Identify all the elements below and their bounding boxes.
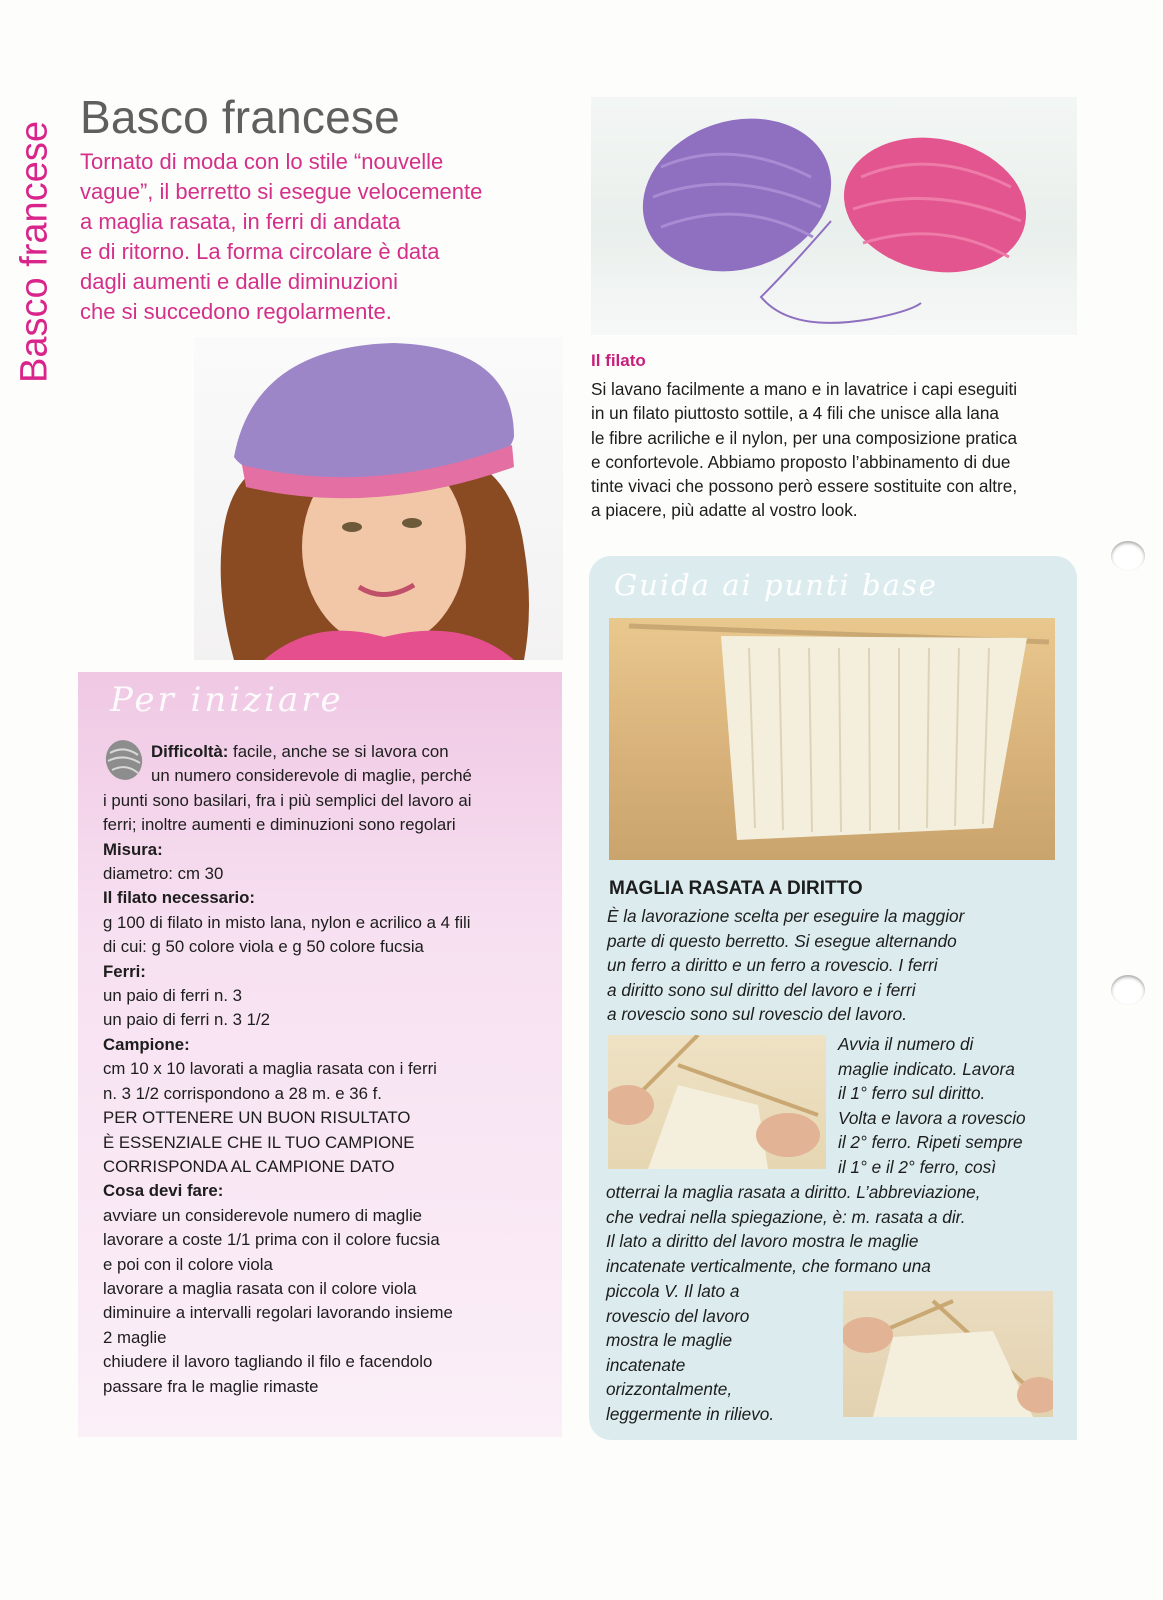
piccola-line: rovescio del lavoro bbox=[606, 1305, 750, 1326]
difficolta-label: Difficoltà: bbox=[151, 742, 229, 761]
otterrai-line: otterrai la maglia rasata a diritto. L’abbreviazione, bbox=[606, 1182, 981, 1202]
model-beret-photo bbox=[194, 337, 563, 660]
cosa-line: avviare un considerevole numero di maglie bbox=[103, 1205, 423, 1225]
maglia-line: È la lavorazione scelta per eseguire la maggior bbox=[607, 906, 965, 926]
ferri-line: un paio di ferri n. 3 1/2 bbox=[103, 1010, 270, 1030]
misura-value: diametro: cm 30 bbox=[103, 864, 224, 884]
cosa-line: lavorare a coste 1/1 prima con il colore fucsia bbox=[103, 1230, 440, 1250]
per-iniziare-text bbox=[103, 740, 573, 1399]
avvia-line: maglie indicato. Lavora bbox=[838, 1058, 1015, 1079]
page-title: Basco francese bbox=[80, 91, 400, 143]
filato-line: tinte vivaci che possono però essere sostituite con altre, bbox=[591, 476, 1018, 497]
otterrai-line: che vedrai nella spiegazione, è: m. rasata a dir. bbox=[606, 1206, 966, 1227]
guida-title: Guida ai punti base bbox=[614, 568, 938, 602]
filato-necessario-line: di cui: g 50 colore viola e g 50 colore fucsia bbox=[103, 937, 424, 957]
filato-line: in un filato piuttosto sottile, a 4 fili che unisce alla lana bbox=[591, 403, 999, 424]
difficolta-line bbox=[103, 740, 573, 764]
knitting-hands-photo-2 bbox=[843, 1291, 1053, 1417]
yarn-balls-photo bbox=[591, 97, 1077, 335]
intro-paragraph bbox=[80, 147, 575, 327]
avvia-line: il 1° ferro sul diritto. bbox=[838, 1083, 986, 1104]
maglia-line: parte di questo berretto. Si esegue alternando bbox=[607, 930, 957, 951]
piccola-line: leggermente in rilievo. bbox=[606, 1403, 775, 1424]
difficolta-line: i punti sono basilari, fra i più semplici del lavoro ai bbox=[103, 790, 472, 810]
campione-line: cm 10 x 10 lavorati a maglia rasata con i ferri bbox=[103, 1059, 437, 1079]
avvia-line: il 1° e il 2° ferro, così bbox=[838, 1156, 996, 1177]
cosa-line: diminuire a intervalli regolari lavorando insieme bbox=[103, 1303, 453, 1323]
cosa-line: lavorare a maglia rasata con il colore viola bbox=[103, 1278, 417, 1298]
cosa-line: 2 maglie bbox=[103, 1327, 167, 1347]
campione-line: n. 3 1/2 corrispondono a 28 m. e 36 f. bbox=[103, 1083, 382, 1103]
filato-line: le fibre acriliche e il nylon, per una composizione pratica bbox=[591, 427, 1018, 448]
maglia-line: un ferro a diritto e un ferro a rovescio. I ferri bbox=[607, 955, 938, 976]
yarn-balls-illustration bbox=[591, 97, 1077, 335]
avvia-line: il 2° ferro. Ripeti sempre bbox=[838, 1132, 1023, 1153]
per-iniziare-title: Per iniziare bbox=[110, 680, 344, 720]
campione-line: È ESSENZIALE CHE IL TUO CAMPIONE bbox=[103, 1132, 415, 1152]
model-illustration bbox=[194, 337, 563, 660]
ferri-line: un paio di ferri n. 3 bbox=[103, 986, 242, 1006]
piccola-line: mostra le maglie bbox=[606, 1330, 733, 1351]
knitting-hands-photo-1 bbox=[608, 1035, 826, 1169]
piccola-paragraph bbox=[606, 1279, 826, 1427]
campione-line: CORRISPONDA AL CAMPIONE DATO bbox=[103, 1156, 395, 1176]
otterrai-line: Il lato a diritto del lavoro mostra le maglie bbox=[606, 1231, 919, 1252]
filato-necessario-label: Il filato necessario: bbox=[103, 888, 256, 908]
side-title: Basco francese bbox=[13, 121, 56, 383]
avvia-line: Volta e lavora a rovescio bbox=[838, 1107, 1026, 1128]
maglia-line: a rovescio sono sul rovescio del lavoro. bbox=[607, 1004, 907, 1025]
cosa-line: chiudere il lavoro tagliando il filo e facendolo bbox=[103, 1352, 433, 1372]
intro-line: e di ritorno. La forma circolare è data bbox=[80, 239, 440, 264]
campione-label: Campione: bbox=[103, 1034, 190, 1054]
punch-hole bbox=[1111, 541, 1145, 571]
maglia-rasata-intro bbox=[607, 904, 1057, 1027]
filato-necessario-line: g 100 di filato in misto lana, nylon e acrilico a 4 fili bbox=[103, 912, 471, 932]
intro-line: vague”, il berretto si esegue velocemente bbox=[80, 179, 483, 204]
maglia-line: a diritto sono sul diritto del lavoro e i ferri bbox=[607, 979, 916, 1000]
swatch-illustration bbox=[609, 618, 1055, 860]
filato-line: a piacere, più adatte al vostro look. bbox=[591, 500, 858, 521]
filato-heading: Il filato bbox=[591, 351, 646, 370]
intro-line: che si succedono regolarmente. bbox=[80, 299, 392, 324]
filato-line: e confortevole. Abbiamo proposto l’abbinamento di due bbox=[591, 451, 1011, 472]
avvia-paragraph bbox=[838, 1032, 1068, 1180]
punch-hole bbox=[1111, 975, 1145, 1005]
filato-paragraph bbox=[591, 377, 1091, 523]
otterrai-line: incatenate verticalmente, che formano una bbox=[606, 1255, 931, 1276]
campione-line: PER OTTENERE UN BUON RISULTATO bbox=[103, 1108, 411, 1128]
difficolta-line: ferri; inoltre aumenti e diminuzioni sono regolari bbox=[103, 815, 456, 835]
maglia-rasata-heading: MAGLIA RASATA A DIRITTO bbox=[609, 878, 863, 899]
difficolta-line: un numero considerevole di maglie, perché bbox=[151, 766, 472, 786]
otterrai-paragraph bbox=[606, 1180, 1066, 1278]
piccola-line: orizzontalmente, bbox=[606, 1379, 733, 1400]
cosa-line: passare fra le maglie rimaste bbox=[103, 1376, 319, 1396]
ferri-label: Ferri: bbox=[103, 961, 146, 981]
misura-label: Misura: bbox=[103, 839, 163, 859]
intro-line: a maglia rasata, in ferri di andata bbox=[80, 209, 401, 234]
cosa-line: e poi con il colore viola bbox=[103, 1254, 273, 1274]
difficolta-text: facile, anche se si lavora con bbox=[228, 742, 449, 761]
piccola-line: piccola V. Il lato a bbox=[606, 1281, 740, 1301]
intro-line: Tornato di moda con lo stile “nouvelle bbox=[80, 149, 444, 174]
piccola-line: incatenate bbox=[606, 1354, 686, 1375]
cosa-devi-fare-label: Cosa devi fare: bbox=[103, 1181, 224, 1201]
intro-line: dagli aumenti e dalle diminuzioni bbox=[80, 269, 398, 294]
avvia-line: Avvia il numero di bbox=[838, 1034, 974, 1054]
knit-swatch bbox=[721, 636, 1027, 840]
knit-swatch-photo bbox=[609, 618, 1055, 860]
filato-line: Si lavano facilmente a mano e in lavatrice i capi eseguiti bbox=[591, 379, 1018, 399]
